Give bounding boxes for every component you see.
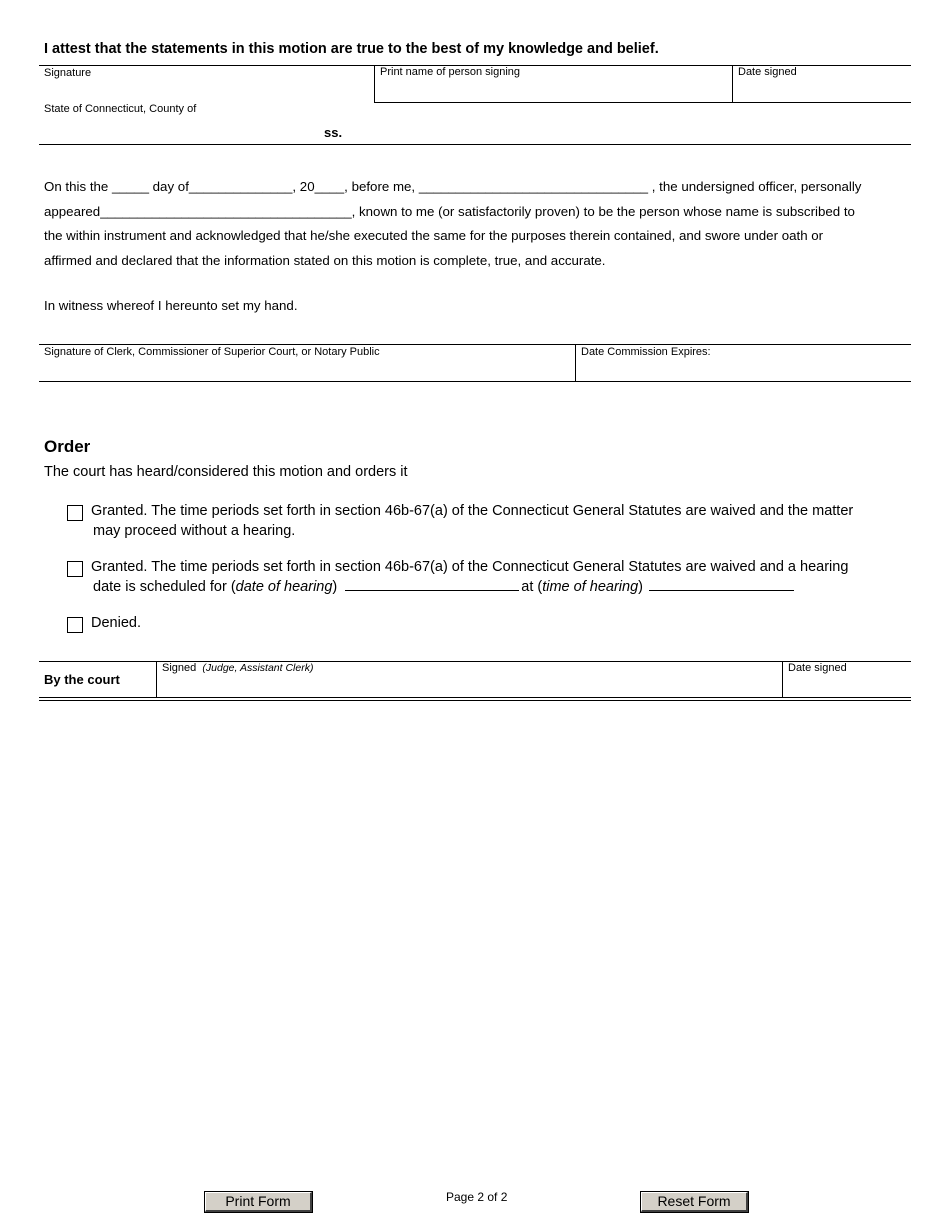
commission-expires-field[interactable]	[577, 358, 909, 380]
date-signed-field[interactable]	[734, 78, 910, 101]
divider	[39, 697, 911, 698]
print-name-field[interactable]	[376, 78, 730, 101]
acknowledgment-line: affirmed and declared that the information stated on this motion is complete, true, and accurate.	[44, 252, 606, 268]
time-of-hearing-label: time of hearing	[542, 579, 639, 595]
granted-no-hearing-checkbox[interactable]	[67, 505, 83, 521]
acknowledgment-paragraph	[44, 175, 924, 273]
court-signature-field[interactable]	[158, 676, 780, 696]
print-name-label: Print name of person signing	[380, 66, 521, 78]
reset-form-button[interactable]: Reset Form	[641, 1192, 748, 1212]
acknowledgment-line: appeared__________________________________, known to me (or satisfactorily proven) to be the person whose name is subscribed to	[44, 203, 855, 219]
divider	[732, 65, 733, 102]
state-county-label: State of Connecticut, County of	[44, 103, 197, 115]
divider	[575, 344, 576, 381]
commission-expires-label: Date Commission Expires:	[581, 346, 711, 358]
denied-option: Denied.	[91, 615, 141, 631]
signature-label: Signature	[44, 67, 92, 79]
acknowledgment-line: On this the _____ day of______________, 20____, before me, _______________________________ , the undersigned officer, personally	[44, 179, 862, 194]
signed-text: Signed	[162, 662, 197, 674]
divider	[156, 661, 157, 698]
notary-signature-field[interactable]	[40, 358, 573, 380]
hearing-time-field[interactable]	[649, 589, 794, 591]
signature-field[interactable]	[40, 78, 372, 101]
granted-hearing-checkbox[interactable]	[67, 561, 83, 577]
witness-statement: In witness whereof I hereunto set my hand.	[44, 298, 298, 313]
page-number: Page 2 of 2	[446, 1190, 508, 1204]
order-subheading: The court has heard/considered this motion and orders it	[44, 464, 408, 480]
notary-signature-label: Signature of Clerk, Commissioner of Superior Court, or Notary Public	[44, 346, 380, 358]
divider	[39, 144, 911, 145]
attestation-statement: I attest that the statements in this motion are true to the best of my knowledge and belief.	[44, 41, 659, 57]
court-signed-label	[162, 662, 313, 674]
divider	[782, 661, 783, 698]
divider	[374, 65, 375, 102]
acknowledgment-line: the within instrument and acknowledged that he/she executed the same for the purposes therein contained, and swore under oath or	[44, 228, 824, 244]
divider	[39, 381, 911, 382]
date-signed-label: Date signed	[738, 66, 797, 78]
granted-hearing-option	[91, 557, 848, 597]
date-of-hearing-label: date of hearing	[235, 579, 333, 595]
option-text: Granted. The time periods set forth in section 46b-67(a) of the Connecticut General Statutes are waived and the matter	[91, 503, 854, 519]
granted-no-hearing-option	[91, 501, 853, 541]
county-field[interactable]	[40, 116, 320, 142]
by-the-court-label: By the court	[44, 672, 120, 687]
option-text: date is scheduled for (	[93, 579, 236, 595]
option-text: at (	[521, 579, 543, 595]
order-heading: Order	[44, 437, 91, 456]
denied-checkbox[interactable]	[67, 617, 83, 633]
court-date-field[interactable]	[784, 676, 909, 696]
ss-label: ss.	[324, 125, 343, 140]
signed-note: (Judge, Assistant Clerk)	[202, 662, 314, 674]
divider	[374, 102, 911, 103]
option-text: may proceed without a hearing.	[93, 523, 296, 539]
divider	[39, 700, 911, 701]
court-date-signed-label: Date signed	[788, 662, 847, 674]
option-text: Granted. The time periods set forth in section 46b-67(a) of the Connecticut General Statutes are waived and a hearing	[91, 559, 849, 575]
hearing-date-field[interactable]	[345, 589, 519, 591]
hearing-date-line	[91, 577, 848, 597]
option-text: )	[638, 579, 643, 595]
option-text: )	[332, 579, 338, 595]
divider	[39, 344, 911, 345]
print-form-button[interactable]: Print Form	[205, 1192, 312, 1212]
